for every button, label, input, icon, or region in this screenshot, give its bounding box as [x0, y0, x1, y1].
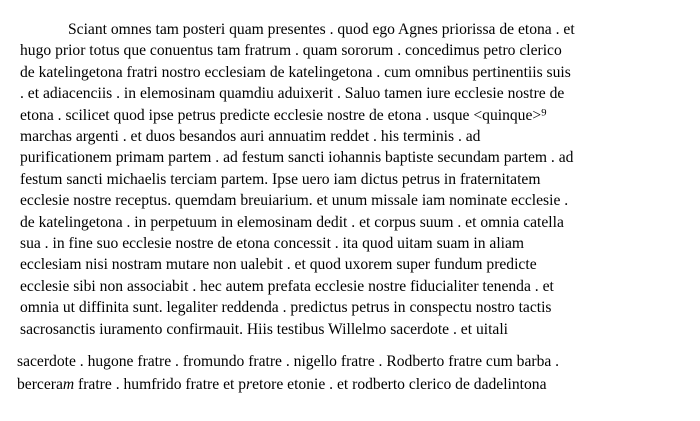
- charter-witness-text: [17, 351, 559, 396]
- text-segment: etore etonie . et rodberto clerico de dadelintona: [252, 375, 547, 393]
- text-segment: fratre . humfrido fratre et p: [74, 375, 247, 393]
- text-line: purificationem primam partem . ad festum sancti iohannis baptiste secundam partem . ad: [20, 149, 574, 167]
- expanded-abbreviation: m: [62, 375, 75, 393]
- text-line: de katelingetona fratri nostro ecclesiam de katelingetona . cum omnibus pertinentiis suis: [20, 63, 571, 81]
- text-line: Sciant omnes tam posteri quam presentes . quod ego Agnes priorissa de etona . et: [68, 21, 575, 38]
- text-line: ecclesie sibi non associabit . hec autem prefata ecclesie nostre fiducialiter tenenda . et: [20, 277, 554, 295]
- text-line: sacrosanctis iuramento confirmauit. Hiis testibus Willelmo sacerdote . et uitali: [20, 320, 508, 338]
- text-line: festum sancti michaelis terciam partem. Ipse uero iam dictus petrus in fraternitatem: [20, 170, 541, 188]
- text-line: marchas argenti . et duos besandos auri annuatim reddet . his terminis . ad: [20, 128, 481, 146]
- text-line: . et adiacenciis . in elemosinam quamdiu aduixerit . Saluo tamen iure ecclesie nostre de: [20, 85, 565, 103]
- expanded-abbreviation: r: [246, 375, 253, 393]
- text-line: sua . in fine suo ecclesie nostre de etona concessit . ita quod uitam suam in aliam: [20, 235, 525, 253]
- text-line: hugo prior totus que conuentus tam fratrum . quam sororum . concedimus petro clerico: [20, 42, 562, 60]
- text-line: omnia ut diffinita sunt. legaliter reddenda . predictus petrus in conspectu nostro tactis: [20, 299, 552, 317]
- text-line: [17, 374, 559, 397]
- text-line: ecclesie nostre receptus. quemdam breuiarium. et unum missale iam nominate ecclesie .: [20, 192, 569, 210]
- text-segment: bercera: [17, 375, 63, 393]
- text-line: etona . scilicet quod ipse petrus predicte ecclesie nostre de etona . usque <quinque>⁹: [20, 106, 547, 124]
- text-line: de katelingetona . in perpetuum in elemosinam dedit . et corpus suum . et omnia catella: [20, 213, 564, 231]
- text-line: sacerdote . hugone fratre . fromundo fratre . nigello fratre . Rodberto fratre cum barba .: [17, 353, 560, 370]
- text-line: ecclesiam nisi nostram mutare non ualebit . et quod uxorem super fundum predicte: [20, 256, 537, 274]
- charter-main-text: [20, 19, 575, 340]
